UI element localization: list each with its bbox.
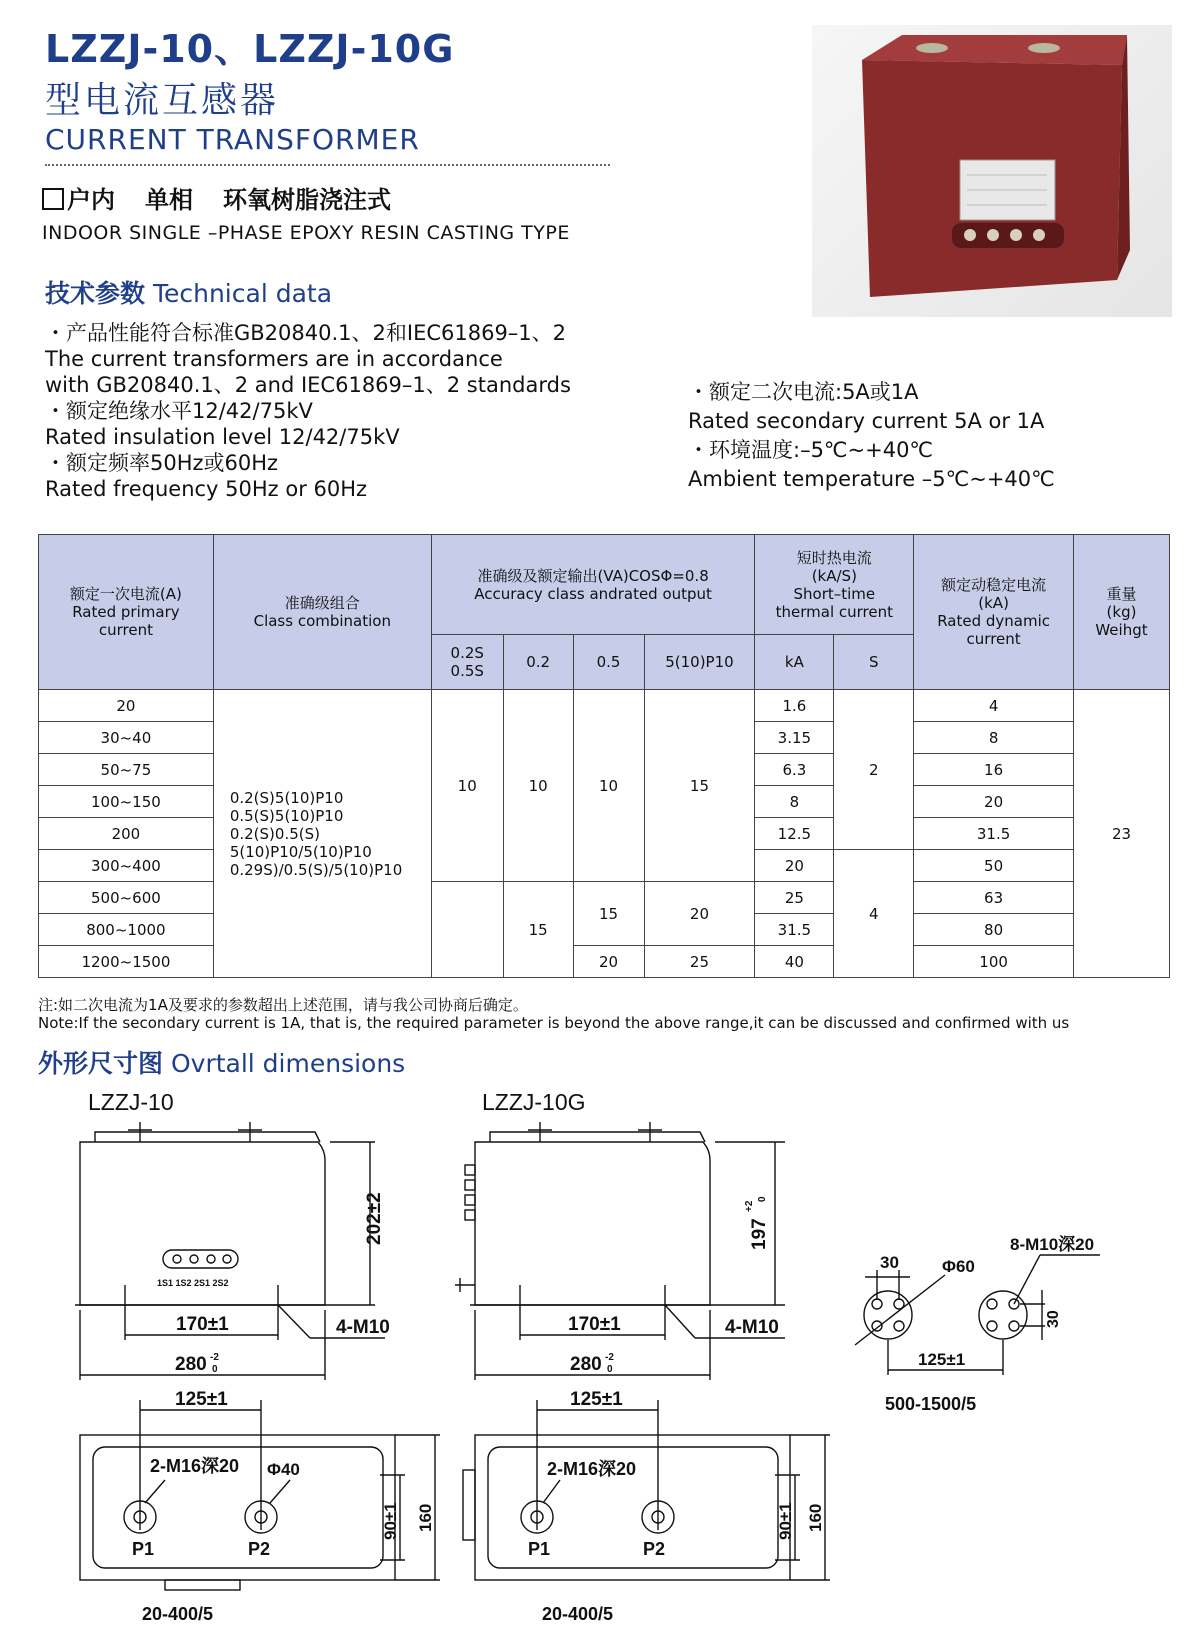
type-cn [42, 180, 421, 215]
tech-heading [45, 274, 332, 310]
dim-bolt: 4-M10 [336, 1317, 390, 1338]
label-p1: P1 [132, 1539, 155, 1559]
dim-phi40: Φ40 [267, 1460, 300, 1479]
drawing-terminal-large [855, 1255, 1100, 1375]
dim-hole: 2-M16深20 [150, 1456, 240, 1476]
dim-w280: 280 [175, 1354, 207, 1375]
product-photo [812, 25, 1172, 317]
dim-w280-tol0: 0 [607, 1364, 613, 1375]
cell-p10-output: 20 [644, 882, 755, 946]
header-weight: 重量 (kg) Weihgt [1074, 535, 1170, 690]
cell-weight: 23 [1074, 690, 1170, 978]
table-row [39, 946, 1170, 978]
cell-ka: 12.5 [755, 818, 834, 850]
type-single: 单相 [145, 186, 193, 214]
cell-dynamic: 63 [914, 882, 1074, 914]
cell-ka: 6.3 [755, 754, 834, 786]
spec-line: ・产品性能符合标准GB20840.1、2和IEC61869–1、2 [45, 321, 567, 345]
dim-w280-tol0: 0 [212, 1364, 218, 1375]
dim-phi60: Φ60 [942, 1257, 975, 1276]
dim-125: 125±1 [570, 1389, 623, 1410]
spec-line: Rated secondary current 5A or 1A [688, 409, 1045, 433]
cell-dynamic: 8 [914, 722, 1074, 754]
tech-heading-en: Technical data [152, 279, 333, 308]
drawing-lzzj10-front [75, 1122, 385, 1380]
dim-bolt: 4-M10 [725, 1317, 779, 1338]
drawing-caption: 20-400/5 [542, 1604, 614, 1624]
spec-line: ・额定绝缘水平12/42/75kV [45, 399, 313, 423]
drawing-title-lzzj10g: LZZJ-10G [482, 1089, 586, 1115]
cell-dynamic: 16 [914, 754, 1074, 786]
spec-line: Rated insulation level 12/42/75kV [45, 425, 400, 449]
dim-w280-tol: -2 [605, 1352, 614, 1363]
dims-heading-cn: 外形尺寸图 [38, 1049, 164, 1078]
cell-dynamic: 20 [914, 786, 1074, 818]
product-title-cn: 型电流互感器 [45, 80, 280, 121]
terminal-labels: 1S1 1S2 2S1 2S2 [157, 1278, 229, 1288]
spec-line: Ambient temperature –5℃~+40℃ [688, 467, 1055, 491]
spec-line: with GB20840.1、2 and IEC61869–1、2 standards [45, 373, 571, 397]
spec-line: ・额定频率50Hz或60Hz [45, 451, 279, 475]
note-cn: 注:如二次电流为1A及要求的参数超出上述范围，请与我公司协商后确定。 [38, 996, 528, 1014]
cell-primary: 800~1000 [39, 914, 214, 946]
subheader-s: S [834, 635, 914, 690]
dim-bolt: 8-M10深20 [1010, 1235, 1095, 1254]
drawing-lzzj10-top [80, 1400, 440, 1590]
cell-ka: 31.5 [755, 914, 834, 946]
cell-s: 2 [834, 690, 914, 850]
cell-02s-blank [431, 882, 503, 978]
type-epoxy: 环氧树脂浇注式 [223, 186, 391, 214]
cell-p10-output: 25 [644, 946, 755, 978]
cell-02s-output: 10 [431, 690, 503, 882]
drawing-lzzj10g-front [455, 1122, 785, 1380]
dims-heading [38, 1044, 405, 1080]
cell-dynamic: 100 [914, 946, 1074, 978]
dims-heading-en: Ovrtall dimensions [170, 1049, 406, 1078]
cell-dynamic: 80 [914, 914, 1074, 946]
dim-height: 202±2 [364, 1192, 385, 1245]
spec-line: ・环境温度:–5℃~+40℃ [688, 438, 934, 462]
spec-left [45, 320, 571, 502]
drawing-caption: 20-400/5 [142, 1604, 214, 1624]
drawing-title-lzzj10: LZZJ-10 [88, 1089, 174, 1115]
dim-v30: 30 [1045, 1310, 1062, 1328]
cell-primary: 100~150 [39, 786, 214, 818]
header-primary: 额定一次电流(A) Rated primary current [39, 535, 214, 690]
cell-05-output: 10 [573, 690, 644, 882]
dim-hole: 2-M16深20 [547, 1459, 637, 1479]
header-dynamic: 额定动稳定电流 (kA) Rated dynamic current [914, 535, 1074, 690]
cell-ka: 40 [755, 946, 834, 978]
cell-class-list: 0.2(S)5(10)P10 0.5(S)5(10)P10 0.2(S)0.5(S) 5(10)P10/5(10)P10 0.29S)/0.5(S)/5(10)P10 [213, 690, 431, 978]
spec-right [688, 378, 1055, 494]
dim-160: 160 [806, 1503, 825, 1532]
subheader-05: 0.5 [573, 635, 644, 690]
label-p1: P1 [528, 1539, 551, 1559]
subheader-02s-05s: 0.2S 0.5S [431, 635, 503, 690]
cell-ka: 1.6 [755, 690, 834, 722]
cell-s: 4 [834, 850, 914, 978]
dim-w280-tol: -2 [210, 1352, 219, 1363]
spec-line: Rated frequency 50Hz or 60Hz [45, 477, 368, 501]
type-indoor: 户内 [67, 186, 115, 214]
spec-line: The current transformers are in accordance [45, 347, 503, 371]
dim-w170: 170±1 [176, 1314, 229, 1335]
checkbox-icon [42, 188, 64, 210]
note-en: Note:If the secondary current is 1A, that is, the required parameter is beyond the above range,it can be discussed and confirmed with us [38, 1014, 1070, 1032]
spec-line: ・额定二次电流:5A或1A [688, 380, 919, 404]
cell-02-output: 10 [503, 690, 573, 882]
header-accuracy: 准确级及额定输出(VA)COSΦ=0.8 Accuracy class andrated output [431, 535, 755, 635]
type-en: INDOOR SINGLE –PHASE EPOXY RESIN CASTING TYPE [42, 222, 570, 244]
dim-125: 125±1 [175, 1389, 228, 1410]
cell-ka: 25 [755, 882, 834, 914]
cell-primary: 20 [39, 690, 214, 722]
dim-span: 125±1 [918, 1350, 966, 1369]
cell-primary: 200 [39, 818, 214, 850]
dim-30: 30 [880, 1253, 899, 1272]
cell-dynamic: 4 [914, 690, 1074, 722]
dim-w170: 170±1 [568, 1314, 621, 1335]
cell-primary: 30~40 [39, 722, 214, 754]
table-row [39, 882, 1170, 914]
drawing-caption: 500-1500/5 [885, 1394, 977, 1414]
cell-p10-output: 15 [644, 690, 755, 882]
spec-table [38, 534, 1170, 978]
dimension-drawings [0, 1080, 1200, 1640]
table-row [39, 690, 1170, 722]
label-p2: P2 [248, 1539, 271, 1559]
cell-primary: 300~400 [39, 850, 214, 882]
dim-height-tol0: 0 [757, 1196, 768, 1202]
cell-ka: 3.15 [755, 722, 834, 754]
dim-height-tol: +2 [744, 1200, 755, 1212]
cell-02-output: 15 [503, 882, 573, 978]
model-title: LZZJ-10、LZZJ-10G [45, 27, 455, 71]
cell-primary: 1200~1500 [39, 946, 214, 978]
subheader-ka: kA [755, 635, 834, 690]
cell-primary: 500~600 [39, 882, 214, 914]
header-thermal: 短时热电流 (kA/S) Short–time thermal current [755, 535, 914, 635]
subheader-02: 0.2 [503, 635, 573, 690]
label-p2: P2 [643, 1539, 666, 1559]
dim-height: 197 [749, 1218, 770, 1250]
header-class-combination: 准确级组合 Class combination [213, 535, 431, 690]
product-title-en: CURRENT TRANSFORMER [45, 123, 420, 156]
dim-90: 90±1 [776, 1502, 795, 1540]
dim-90: 90±1 [381, 1502, 400, 1540]
tech-heading-cn: 技术参数 [45, 279, 146, 308]
cell-ka: 8 [755, 786, 834, 818]
dim-w280: 280 [570, 1354, 602, 1375]
dotted-divider [45, 164, 610, 166]
cell-primary: 50~75 [39, 754, 214, 786]
cell-ka: 20 [755, 850, 834, 882]
cell-05-output: 15 [573, 882, 644, 946]
dim-160: 160 [416, 1503, 435, 1532]
subheader-p10: 5(10)P10 [644, 635, 755, 690]
cell-05-output: 20 [573, 946, 644, 978]
cell-dynamic: 50 [914, 850, 1074, 882]
cell-dynamic: 31.5 [914, 818, 1074, 850]
